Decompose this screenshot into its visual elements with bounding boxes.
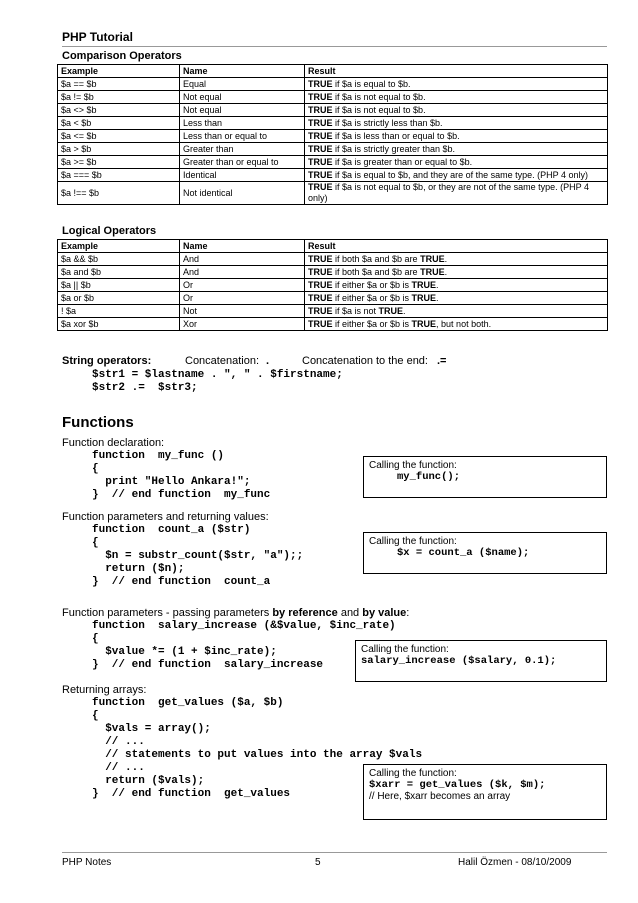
code-line: function salary_increase (&$value, $inc_rate) [92,620,396,632]
table-row [58,117,608,130]
code-line: $vals = array(); [92,723,211,735]
cell-name: Not identical [180,182,305,205]
cell-name: Greater than or equal to [180,156,305,169]
cell-result [305,279,608,292]
cell-name: Less than [180,117,305,130]
footer-divider [62,852,607,853]
code-line: { [92,463,99,475]
cell-result [305,305,608,318]
call-code: salary_increase ($salary, 0.1); [361,655,557,667]
cell-result [305,182,608,205]
result-text: if either $a or $b is [332,318,412,329]
table-row [58,143,608,156]
call-code: my_func(); [397,471,461,483]
cell-example: $a xor $b [58,318,180,331]
code-line: function get_values ($a, $b) [92,697,284,709]
code-line: return ($vals); [92,775,205,787]
result-true: TRUE [411,318,437,329]
byref-caption [62,607,409,619]
concat-end-label: Concatenation to the end: [302,355,428,367]
functions-title: Functions [62,414,134,431]
call-label: Calling the function: [369,536,457,547]
cell-name: Or [180,279,305,292]
cell-example: $a >= $b [58,156,180,169]
call-label: Calling the function: [361,644,449,655]
cell-name: Not [180,305,305,318]
column-header: Result [305,65,608,78]
footer-left: PHP Notes [62,857,112,868]
call-label: Calling the function: [369,768,457,779]
cell-example: $a == $b [58,78,180,91]
result-true: TRUE [308,253,333,264]
result-text: if $a is strictly less than $b. [332,117,443,128]
result-true: TRUE [308,143,333,154]
result-true: TRUE [308,292,333,303]
result-text: if $a is equal to $b. [332,78,411,89]
code-line: } // end function get_values [92,788,291,800]
cell-name: Equal [180,78,305,91]
page-header-title: PHP Tutorial [62,30,133,44]
result-true: TRUE [308,305,333,316]
column-header: Name [180,240,305,253]
result-true: TRUE [308,91,333,102]
cell-name: Greater than [180,143,305,156]
logical-title: Logical Operators [62,225,157,237]
cell-result [305,91,608,104]
caption-text: Function parameters - passing parameters [62,607,273,619]
byref-call-box [355,640,607,682]
result-true: TRUE [378,305,404,316]
byref-code [92,620,396,672]
cell-result [305,169,608,182]
result-text: if either $a or $b is [332,279,412,290]
table-row [58,318,608,331]
cell-example: $a && $b [58,253,180,266]
result-true: TRUE [308,318,333,329]
table-row [58,266,608,279]
code-line: print "Hello Ankara!"; [92,476,251,488]
result-text: if $a is not equal to $b. [332,91,426,102]
concat-label: Concatenation: [185,355,259,367]
cell-result [305,143,608,156]
code-line: // statements to put values into the array $vals [92,749,423,761]
logical-table [57,239,608,331]
concat-operator: . [266,355,270,367]
cell-example: $a || $b [58,279,180,292]
code-line: { [92,710,99,722]
result-true: TRUE [308,169,333,180]
decl-caption: Function declaration: [62,437,165,449]
call-label: Calling the function: [369,460,457,471]
code-line: { [92,537,99,549]
result-true: TRUE [308,182,333,192]
code-line: $str2 .= $str3; [92,382,198,394]
result-true: TRUE [308,266,333,277]
cell-result [305,130,608,143]
result-true: TRUE [308,156,333,167]
result-true: TRUE [308,130,333,141]
result-true: TRUE [308,117,333,128]
caption-text: : [406,607,410,619]
result-true: TRUE [308,78,333,89]
result-text: . [444,266,448,277]
result-text: . [403,305,406,316]
table-row [58,279,608,292]
comparison-table [57,64,608,205]
cell-name: Not equal [180,104,305,117]
cell-example: ! $a [58,305,180,318]
table-row [58,253,608,266]
table-row [58,169,608,182]
cell-example: $a !== $b [58,182,180,205]
page-number: 5 [315,857,321,868]
params-call-box [363,532,607,574]
cell-example: $a or $b [58,292,180,305]
table-row [58,104,608,117]
result-true: TRUE [411,292,437,303]
code-line: // ... [92,736,145,748]
code-line: return ($n); [92,563,185,575]
cell-result [305,253,608,266]
params-code [92,524,303,589]
table-row [58,91,608,104]
result-text: if either $a or $b is [332,292,412,303]
result-text: if both $a and $b are [332,266,421,277]
result-text: if $a is not equal to $b, or they are not of the same type. (PHP 4 only) [308,182,589,203]
column-header: Result [305,240,608,253]
cell-result [305,292,608,305]
code-line: $str1 = $lastname . ", " . $firstname; [92,369,343,381]
arrays-caption: Returning arrays: [62,684,147,696]
column-header: Example [58,65,180,78]
cell-result [305,78,608,91]
code-line: // ... [92,762,145,774]
decl-code [92,450,270,502]
comparison-title: Comparison Operators [62,50,182,62]
cell-name: Identical [180,169,305,182]
decl-call-box [363,456,607,498]
caption-emphasis: by value [362,607,407,619]
result-true: TRUE [308,279,333,290]
cell-example: $a != $b [58,91,180,104]
code-line: } // end function my_func [92,489,271,501]
code-line: function my_func () [92,450,225,462]
code-line: } // end function count_a [92,576,271,588]
cell-example: $a <> $b [58,104,180,117]
cell-example: $a === $b [58,169,180,182]
result-text: if $a is less than or equal to $b. [332,130,460,141]
code-line: $value *= (1 + $inc_rate); [92,646,277,658]
call-note: // Here, $xarr becomes an array [369,791,511,802]
table-header-row [58,240,608,253]
result-text: . [436,279,439,290]
result-text: . [436,292,439,303]
result-true: TRUE [420,266,445,277]
cell-name: Xor [180,318,305,331]
cell-result [305,156,608,169]
caption-emphasis: by reference [272,607,338,619]
result-text: if $a is equal to $b, and they are of the same type. (PHP 4 only) [332,169,588,180]
cell-result [305,117,608,130]
arrays-call-box [363,764,607,820]
table-row [58,182,608,205]
result-true: TRUE [411,279,437,290]
result-text: if $a is greater than or equal to $b. [332,156,473,167]
result-text: , but not both. [436,318,492,329]
params-caption: Function parameters and returning values: [62,511,269,523]
column-header: Name [180,65,305,78]
table-row [58,130,608,143]
table-header-row [58,65,608,78]
column-header: Example [58,240,180,253]
cell-result [305,318,608,331]
string-ops-label: String operators: [62,355,152,367]
cell-name: And [180,266,305,279]
table-row [58,305,608,318]
footer-right: Halil Özmen - 08/10/2009 [458,857,572,868]
result-text: if both $a and $b are [332,253,421,264]
caption-text: and [337,607,363,619]
code-line: { [92,633,99,645]
table-row [58,292,608,305]
code-line: function count_a ($str) [92,524,251,536]
code-line: } // end function salary_increase [92,659,324,671]
cell-example: $a > $b [58,143,180,156]
cell-result [305,266,608,279]
table-row [58,78,608,91]
result-text: if $a is not [332,305,379,316]
concat-end-operator: .= [437,355,447,367]
result-text: if $a is strictly greater than $b. [332,143,456,154]
cell-name: Not equal [180,91,305,104]
cell-example: $a < $b [58,117,180,130]
call-code: $x = count_a ($name); [397,547,530,559]
result-true: TRUE [420,253,445,264]
result-true: TRUE [308,104,333,115]
cell-name: Or [180,292,305,305]
cell-name: And [180,253,305,266]
code-line: $n = substr_count($str, "a");; [92,550,304,562]
cell-example: $a and $b [58,266,180,279]
call-code: $xarr = get_values ($k, $m); [369,779,546,791]
cell-result [305,104,608,117]
cell-example: $a <= $b [58,130,180,143]
header-divider [62,46,607,47]
table-row [58,156,608,169]
result-text: . [444,253,448,264]
cell-name: Less than or equal to [180,130,305,143]
result-text: if $a is not equal to $b. [332,104,426,115]
